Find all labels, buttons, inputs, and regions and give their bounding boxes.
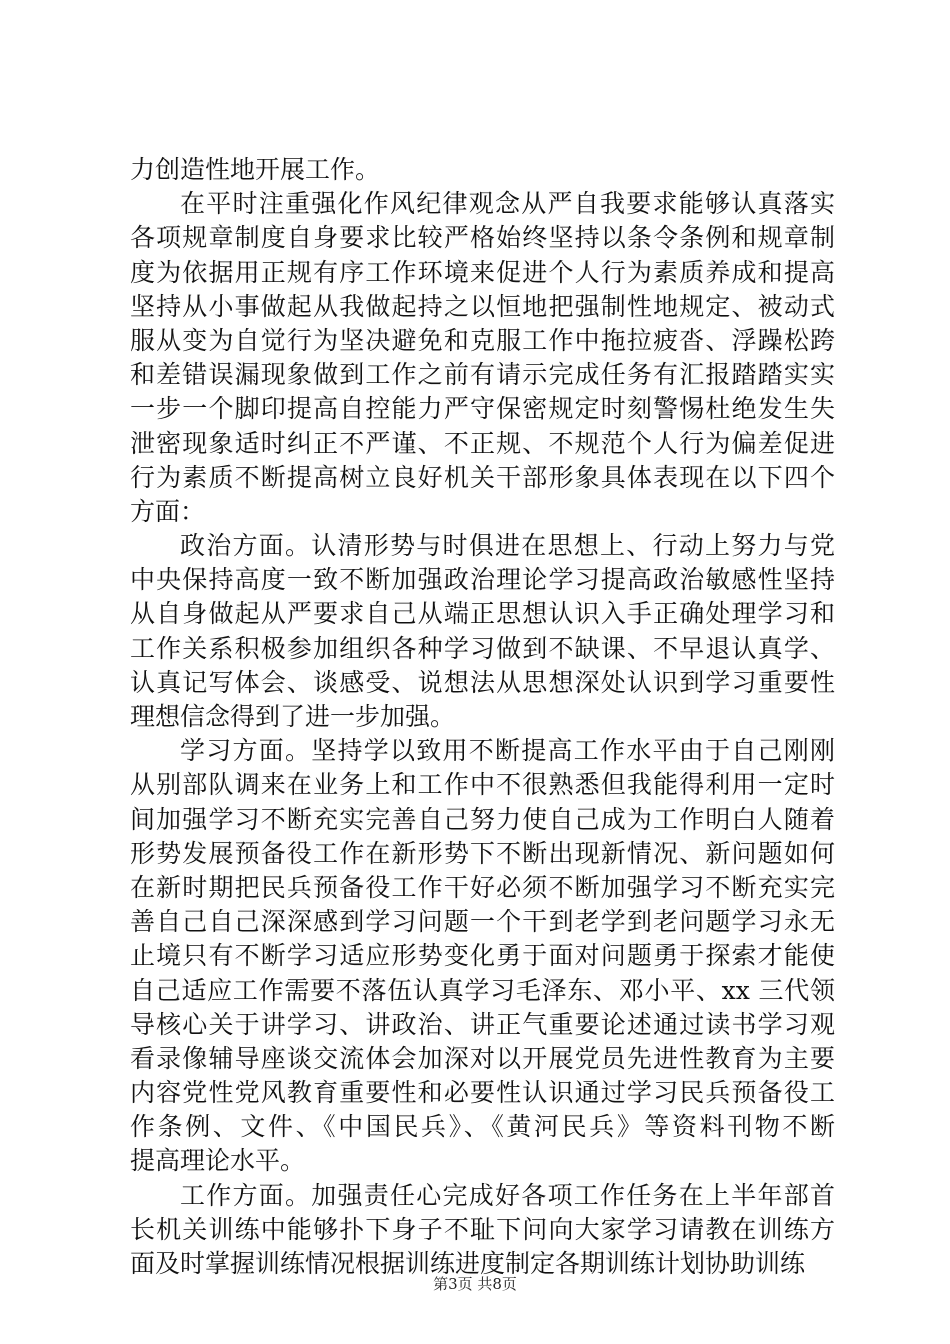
text-line: 认真记写体会、谈感受、说想法从思想深处认识到学习重要性 (130, 667, 835, 697)
text-line: 一步一个脚印提高自控能力严守保密规定时刻警惕杜绝发生失 (130, 394, 835, 424)
paragraph (130, 734, 835, 1178)
text-line: 理想信念得到了进一步加强。 (130, 702, 456, 731)
text-line: 和差错误漏现象做到工作之前有请示完成任务有汇报踏踏实实 (130, 360, 835, 390)
text-line: 导核心关于讲学习、讲政治、讲正气重要论述通过读书学习观 (130, 1009, 835, 1039)
text-line: 间加强学习不断充实完善自己努力使自己成为工作明白人随着 (130, 804, 835, 834)
text-line: 内容党性党风教育重要性和必要性认识通过学习民兵预备役工 (130, 1078, 835, 1108)
text-line: 工作方面。加强责任心完成好各项工作任务在上半年部首 (180, 1180, 835, 1210)
text-line: 善自己自己深深感到学习问题一个干到老学到老问题学习永无 (130, 907, 835, 937)
text-line: 面及时掌握训练情况根据训练进度制定各期训练计划协助训练 (130, 1249, 806, 1278)
text-line: 从自身做起从严要求自己从端正思想认识入手正确处理学习和 (130, 599, 835, 629)
text-line: 工作关系积极参加组织各种学习做到不缺课、不早退认真学、 (130, 633, 835, 663)
text-line: 看录像辅导座谈交流体会加深对以开展党员先进性教育为主要 (130, 1043, 835, 1073)
text-line: 形势发展预备役工作在新形势下不断出现新情况、新问题如何 (130, 838, 835, 868)
text-line: 政治方面。认清形势与时俱进在思想上、行动上努力与党 (180, 531, 835, 561)
text-line: 中央保持高度一致不断加强政治理论学习提高政治敏感性坚持 (130, 565, 835, 595)
text-line: 从别部队调来在业务上和工作中不很熟悉但我能得利用一定时 (130, 770, 835, 800)
text-line: 各项规章制度自身要求比较严格始终坚持以条令条例和规章制 (130, 223, 835, 253)
page-number-text: 第3页 共8页 (433, 1275, 517, 1293)
text-line: 度为依据用正规有序工作环境来促进个人行为素质养成和提高 (130, 257, 835, 287)
text-line: 服从变为自觉行为坚决避免和克服工作中拖拉疲沓、浮躁松跨 (130, 325, 835, 355)
document-body (130, 153, 835, 1281)
paragraph (130, 187, 835, 529)
text-line: 学习方面。坚持学以致用不断提高工作水平由于自己刚刚 (180, 736, 835, 766)
text-line: 在平时注重强化作风纪律观念从严自我要求能够认真落实 (180, 189, 835, 219)
text-line: 止境只有不断学习适应形势变化勇于面对问题勇于探索才能使 (130, 941, 835, 971)
text-line: 泄密现象适时纠正不严谨、不正规、不规范个人行为偏差促进 (130, 428, 835, 458)
text-line: 自己适应工作需要不落伍认真学习毛泽东、邓小平、xx 三代领 (130, 975, 835, 1005)
paragraph (130, 529, 835, 734)
text-line: 作条例、文件、《中国民兵》、《黄河民兵》等资料刊物不断 (130, 1112, 835, 1142)
paragraph (130, 1179, 835, 1282)
text-line: 坚持从小事做起从我做起持之以恒地把强制性地规定、被动式 (130, 291, 835, 321)
text-line: 行为素质不断提高树立良好机关干部形象具体表现在以下四个 (130, 462, 835, 492)
text-line: 提高理论水平。 (130, 1146, 306, 1176)
text-line: 力创造性地开展工作。 (130, 155, 381, 184)
text-line: 方面： (130, 496, 206, 526)
text-line: 长机关训练中能够扑下身子不耻下问向大家学习请教在训练方 (130, 1214, 835, 1244)
text-line: 在新时期把民兵预备役工作干好必须不断加强学习不断充实完 (130, 872, 835, 902)
paragraph (130, 153, 835, 187)
page-footer (0, 1273, 950, 1294)
